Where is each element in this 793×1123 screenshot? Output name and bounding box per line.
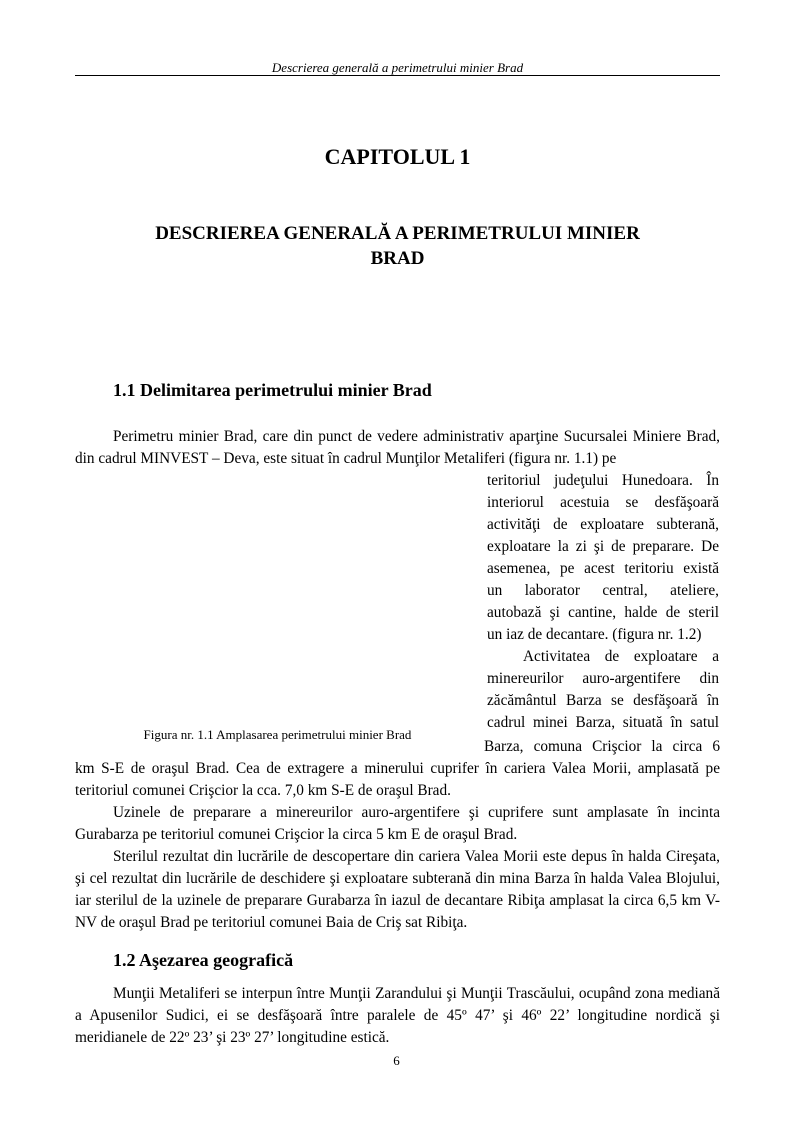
section1-continued (75, 758, 720, 934)
wrap-line: exploatare la zi şi de preparare. De (487, 538, 719, 555)
wrap-line: un laborator central, ateliere, (487, 582, 719, 599)
section2-body (75, 983, 720, 1049)
wrap-line: cadrul minei Barza, situată în satul (487, 714, 719, 731)
figure-caption: Figura nr. 1.1 Amplasarea perimetrului minier Brad (143, 727, 412, 742)
wrap-line: zăcământul Barza se desfăşoară în (487, 692, 719, 709)
header-rule (75, 75, 720, 76)
page-number: 6 (393, 1053, 400, 1068)
section-heading-1-2: 1.2 Aşezarea geografică (113, 950, 294, 970)
paragraph-processing-plants: Uzinele de preparare a minereurilor auro-argentifere şi cuprifere sunt amplasate în incinta Gurabarza pe teritoriul comunei Crişcior la circa 5 km E de oraşul Brad. (75, 804, 720, 843)
wrapped-text-column (487, 470, 719, 734)
intro-text: Perimetru minier Brad, care din punct de vedere administrativ aparţine Sucursalei Miniere Brad, din cadrul MINVEST – Deva, este situat în cadrul Munţilor Metaliferi (figura nr. 1.1) pe (75, 428, 720, 467)
chapter-title: CAPITOLUL 1 (324, 144, 471, 169)
chapter-subtitle (110, 221, 685, 271)
paragraph-sterile-deposits: Sterilul rezultat din lucrările de descopertare din cariera Valea Morii este depus în halda Cireşata, şi cel rezultat din lucrările de deschidere şi exploatare subterană din mina Barza în halda Valea Blojului, iar sterilul de la uzinele de preparare Gurabarza în iazul de decantare Ribiţa amplasat la circa 6,5 km V-NV de oraşul Brad pe teritoriul comunei Baia de Criş sat Ribiţa. (75, 848, 720, 931)
figure-image-placeholder (75, 470, 475, 720)
section-heading-1-1: 1.1 Delimitarea perimetrului minier Brad (113, 380, 432, 400)
wrap-line: interiorul acestuia se desfăşoară (487, 494, 719, 511)
chapter-subtitle-line-2: BRAD (370, 248, 425, 269)
wrap-line: asemenea, pe acest teritoriu există (487, 560, 719, 577)
wrap-line: un iaz de decantare. (figura nr. 1.2) (487, 626, 702, 643)
wrap-line: Activitatea de exploatare a (523, 648, 719, 665)
paragraph-geography: Munţii Metaliferi se interpun între Munţii Zarandului şi Munţii Trascăului, ocupând zona mediană a Apusenilor Sudici, ei se desfăşoară între paralele de 45º 47’ şi 46º 22’ longitudine nordică şi meridianele de 22º 23’ şi 23º 27’ longitudine estică. (75, 985, 720, 1046)
running-header: Descrierea generală a perimetrului minier Brad (271, 60, 524, 75)
chapter-subtitle-line-1: DESCRIEREA GENERALĂ A PERIMETRULUI MINIER (155, 223, 640, 244)
continuation-text: km S-E de oraşul Brad. Cea de extragere a minerului cuprifer în cariera Valea Morii, amplasată pe teritoriul comunei Crişcior la cca. 7,0 km S-E de oraşul Brad. (75, 760, 720, 799)
barza-line: Barza, comuna Crişcior la circa 6 (484, 738, 720, 755)
wrap-line: activităţi de exploatare subterană, (487, 516, 719, 533)
section1-intro-paragraph (75, 426, 720, 470)
wrap-line: minereurilor auro-argentifere din (487, 670, 719, 687)
wrap-line: teritoriul judeţului Hunedoara. În (487, 472, 719, 489)
wrap-line: autobază şi cantine, halde de steril (487, 604, 719, 621)
